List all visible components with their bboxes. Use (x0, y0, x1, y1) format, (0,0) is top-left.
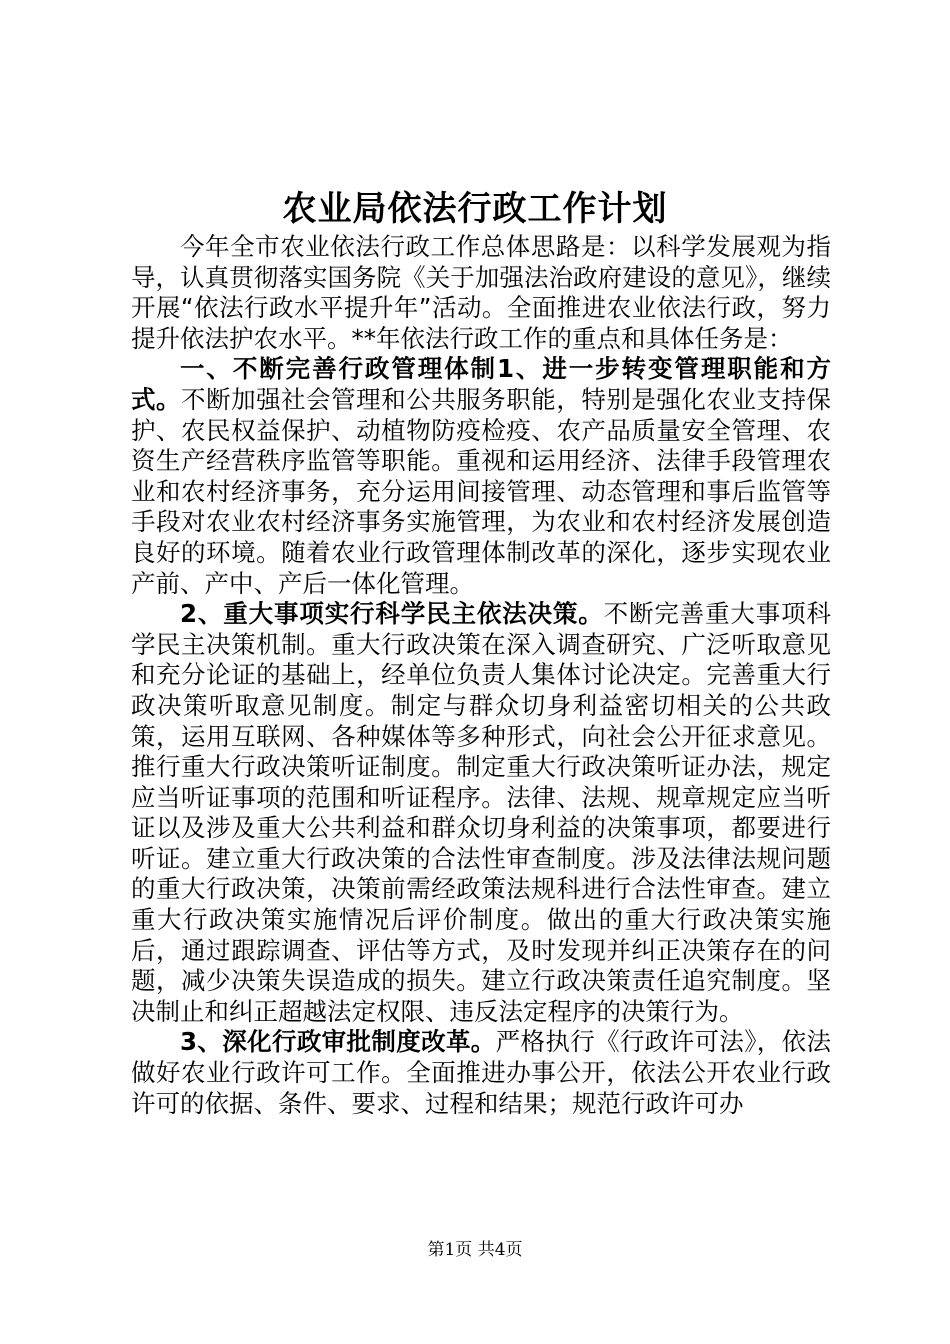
paragraph-text: 今年全市农业依法行政工作总体思路是：以科学发展观为指导，认真贯彻落实国务院《关于加强法治政府建设的意见》，继续开展“依法行政水平提升年”活动。全面推进农业依法行政，努力提升依法护农水平。**年依法行政工作的重点和具体任务是： (131, 232, 831, 353)
paragraph-text: 不断加强社会管理和公共服务职能，特别是强化农业支持保护、农民权益保护、动植物防疫检疫、农产品质量安全管理、农资生产经营秩序监管等职能。重视和运用经济、法律手段管理农业和农村经济事务，充分运用间接管理、动态管理和事后监管等手段对农业农村经济事务实施管理，为农业和农村经济发展创造良好的环境。随着农业行政管理体制改革的深化，逐步实现农业产前、产中、产后一体化管理。 (131, 384, 832, 598)
page-footer: 第1页 共4页 (427, 1240, 523, 1260)
paragraph-section-1 (131, 354, 831, 599)
paragraph-intro (131, 232, 831, 354)
paragraph-text: 严格执行《行政许可法》，依法做好农业行政许可工作。全面推进办事公开，依法公开农业行政许可的依据、条件、要求、过程和结果；规范行政许可办 (131, 1027, 832, 1118)
paragraph-lead: 3、深化行政审批制度改革。 (180, 1027, 496, 1057)
paragraph-lead: 2、重大事项实行科学民主依法决策。 (180, 599, 604, 629)
paragraph-item-2 (131, 599, 831, 1027)
document-title: 农业局依法行政工作计划 (282, 189, 668, 229)
document-body (131, 232, 831, 1119)
paragraph-item-3 (131, 1027, 831, 1119)
paragraph-lead: 一、不断完善行政管理体制1、进一步转变管理职能和方式。 (131, 354, 831, 414)
paragraph-text: 不断完善重大事项科学民主决策机制。重大行政决策在深入调查研究、广泛听取意见和充分论证的基础上，经单位负责人集体讨论决定。完善重大行政决策听取意见制度。制定与群众切身利益密切相关的公共政策，运用互联网、各种媒体等多种形式，向社会公开征求意见。推行重大行政决策听证制度。制定重大行政决策听证办法，规定应当听证事项的范围和听证程序。法律、法规、规章规定应当听证以及涉及重大公共利益和群众切身利益的决策事项，都要进行听证。建立重大行政决策的合法性审查制度。涉及法律法规问题的重大行政决策，决策前需经政策法规科进行合法性审查。建立重大行政决策实施情况后评价制度。做出的重大行政决策实施后，通过跟踪调查、评估等方式，及时发现并纠正决策存在的问题，减少决策失误造成的损失。建立行政决策责任追究制度。坚决制止和纠正超越法定权限、违反法定程序的决策行为。 (131, 599, 832, 1026)
